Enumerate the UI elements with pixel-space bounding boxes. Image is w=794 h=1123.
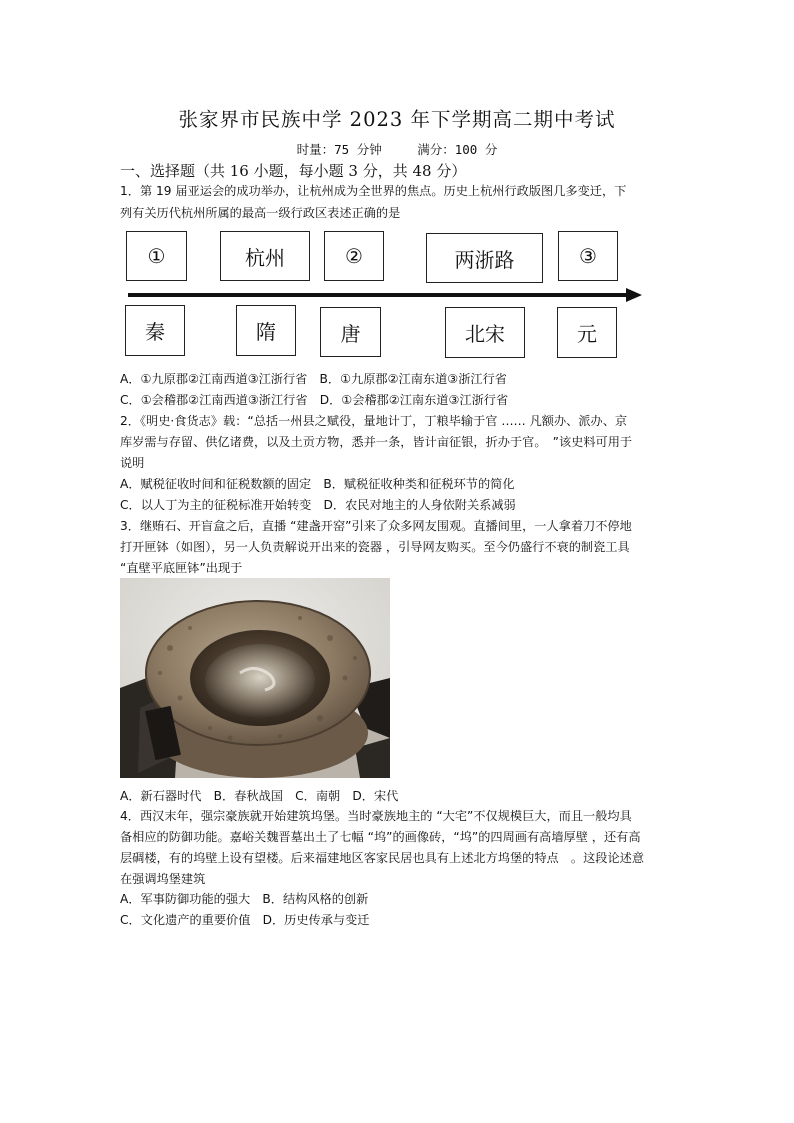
timeline-arrow — [128, 293, 630, 297]
timeline-box-top-4: 两浙路 — [426, 233, 543, 283]
q4-line3: 层碉楼，有的坞壁上设有望楼。后来福建地区客家民居也具有上述北方坞堡的特点 。这段论述意 — [120, 851, 645, 865]
exam-time: 时量：75 分钟 — [296, 142, 382, 157]
timeline-arrow-head — [626, 288, 642, 302]
timeline-box-top-5: ③ — [558, 231, 618, 281]
q1-option-cd: C．①会稽郡②江南西道③浙江行省 D．①会稽郡②江南东道③江浙行省 — [120, 393, 509, 407]
timeline-box-top-2: 杭州 — [220, 231, 310, 281]
section-heading: 一、选择题（共 16 小题，每小题 3 分，共 48 分） — [120, 162, 467, 180]
timeline-box-bottom-3: 唐 — [320, 307, 381, 357]
timeline-box-top-1: ① — [126, 231, 187, 281]
timeline-box-bottom-5: 元 — [557, 307, 617, 358]
q2-line1: 2．《明史·食货志》载：“总括一州县之赋役，量地计丁，丁粮毕输于官 …… 凡额办、派办、京 — [120, 414, 628, 428]
q3-line3: “直壁平底匣钵”出现于 — [120, 561, 243, 575]
q1-line1: 1．第 19 届亚运会的成功举办，让杭州成为全世界的焦点。历史上杭州行政版图几多变迁，下 — [120, 184, 627, 198]
exam-score: 满分：100 分 — [417, 142, 498, 157]
saggar-photo — [120, 578, 390, 778]
q3-options: A．新石器时代 B．春秋战国 C．南朝 D．宋代 — [120, 789, 399, 803]
q3-line2: 打开匣钵（如图），另一人负责解说开出来的瓷器 ，引导网友购买。至今仍盛行不衰的制瓷工具 — [120, 540, 630, 554]
q2-line3: 说明 — [120, 456, 145, 470]
timeline-box-bottom-2: 隋 — [236, 305, 296, 356]
timeline-box-bottom-1: 秦 — [125, 305, 185, 356]
q4-option-ab: A．军事防御功能的强大 B．结构风格的创新 — [120, 892, 369, 906]
q1-option-ab: A．①九原郡②江南西道③江浙行省 B．①九原郡②江南东道③浙江行省 — [120, 372, 507, 386]
q2-option-cd: C．以人丁为主的征税标准开始转变 D．农民对地主的人身依附关系减弱 — [120, 498, 516, 512]
q4-option-cd: C．文化遗产的重要价值 D．历史传承与变迁 — [120, 913, 370, 927]
q4-line1: 4．西汉末年，强宗豪族就开始建筑坞堡。当时豪族地主的 “大宅”不仅规模巨大，而且一般均具 — [120, 809, 632, 823]
q4-line4: 在强调坞堡建筑 — [120, 872, 206, 886]
timeline-box-top-3: ② — [324, 231, 384, 281]
q1-line2: 列有关历代杭州所属的最高一级行政区表述正确的是 — [120, 206, 401, 220]
q4-line2: 备相应的防御功能。嘉峪关魏晋墓出土了七幅 “坞”的画像砖，“坞”的四周画有高墙厚壁 ，还有高 — [120, 830, 641, 844]
exam-title: 张家界市民族中学 2023 年下学期高二期中考试 — [178, 108, 616, 131]
timeline-box-bottom-4: 北宋 — [445, 307, 525, 358]
q2-line2: 库岁需与存留、供亿诸费，以及土贡方物，悉并一条，皆计亩征银，折办于官。 ”该史料可用于 — [120, 435, 633, 449]
q2-option-ab: A．赋税征收时间和征税数额的固定 B．赋税征收种类和征税环节的简化 — [120, 477, 515, 491]
exam-meta — [0, 140, 794, 158]
q3-line1: 3．继贿石、开盲盒之后，直播 “建盏开窑”引来了众多网友围观。直播间里，一人拿着刀不停地 — [120, 519, 632, 533]
